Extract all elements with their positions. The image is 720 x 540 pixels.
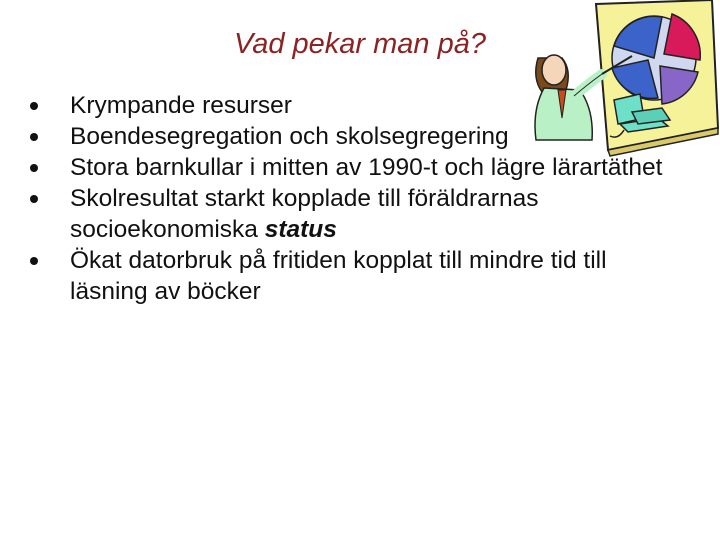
bullet-dot-icon [30, 257, 38, 265]
bullet-text: Krympande resurser [70, 92, 292, 119]
bullet-dot-icon [30, 195, 38, 203]
bullet-item [28, 183, 688, 245]
bullet-dot-icon [30, 133, 38, 141]
bullet-dot-icon [30, 164, 38, 172]
bullet-text: Ökat datorbruk på fritiden kopplat till mindre tid till läsning av böcker [70, 247, 607, 305]
presenter-pie-chart-clipart [528, 0, 720, 160]
bullet-text: Skolresultat starkt kopplade till föräldrarnas socioekonomiska [70, 185, 539, 243]
bullet-text: Stora barnkullar i mitten av 1990-t och lägre lärartäthet [70, 154, 663, 181]
bullet-item [28, 245, 688, 307]
bullet-text: Boendesegregation och skolsegregering [70, 123, 509, 150]
slide-title: Vad pekar man på? [233, 28, 487, 60]
bullet-dot-icon [30, 102, 38, 110]
bullet-emphasis: status [264, 216, 337, 243]
